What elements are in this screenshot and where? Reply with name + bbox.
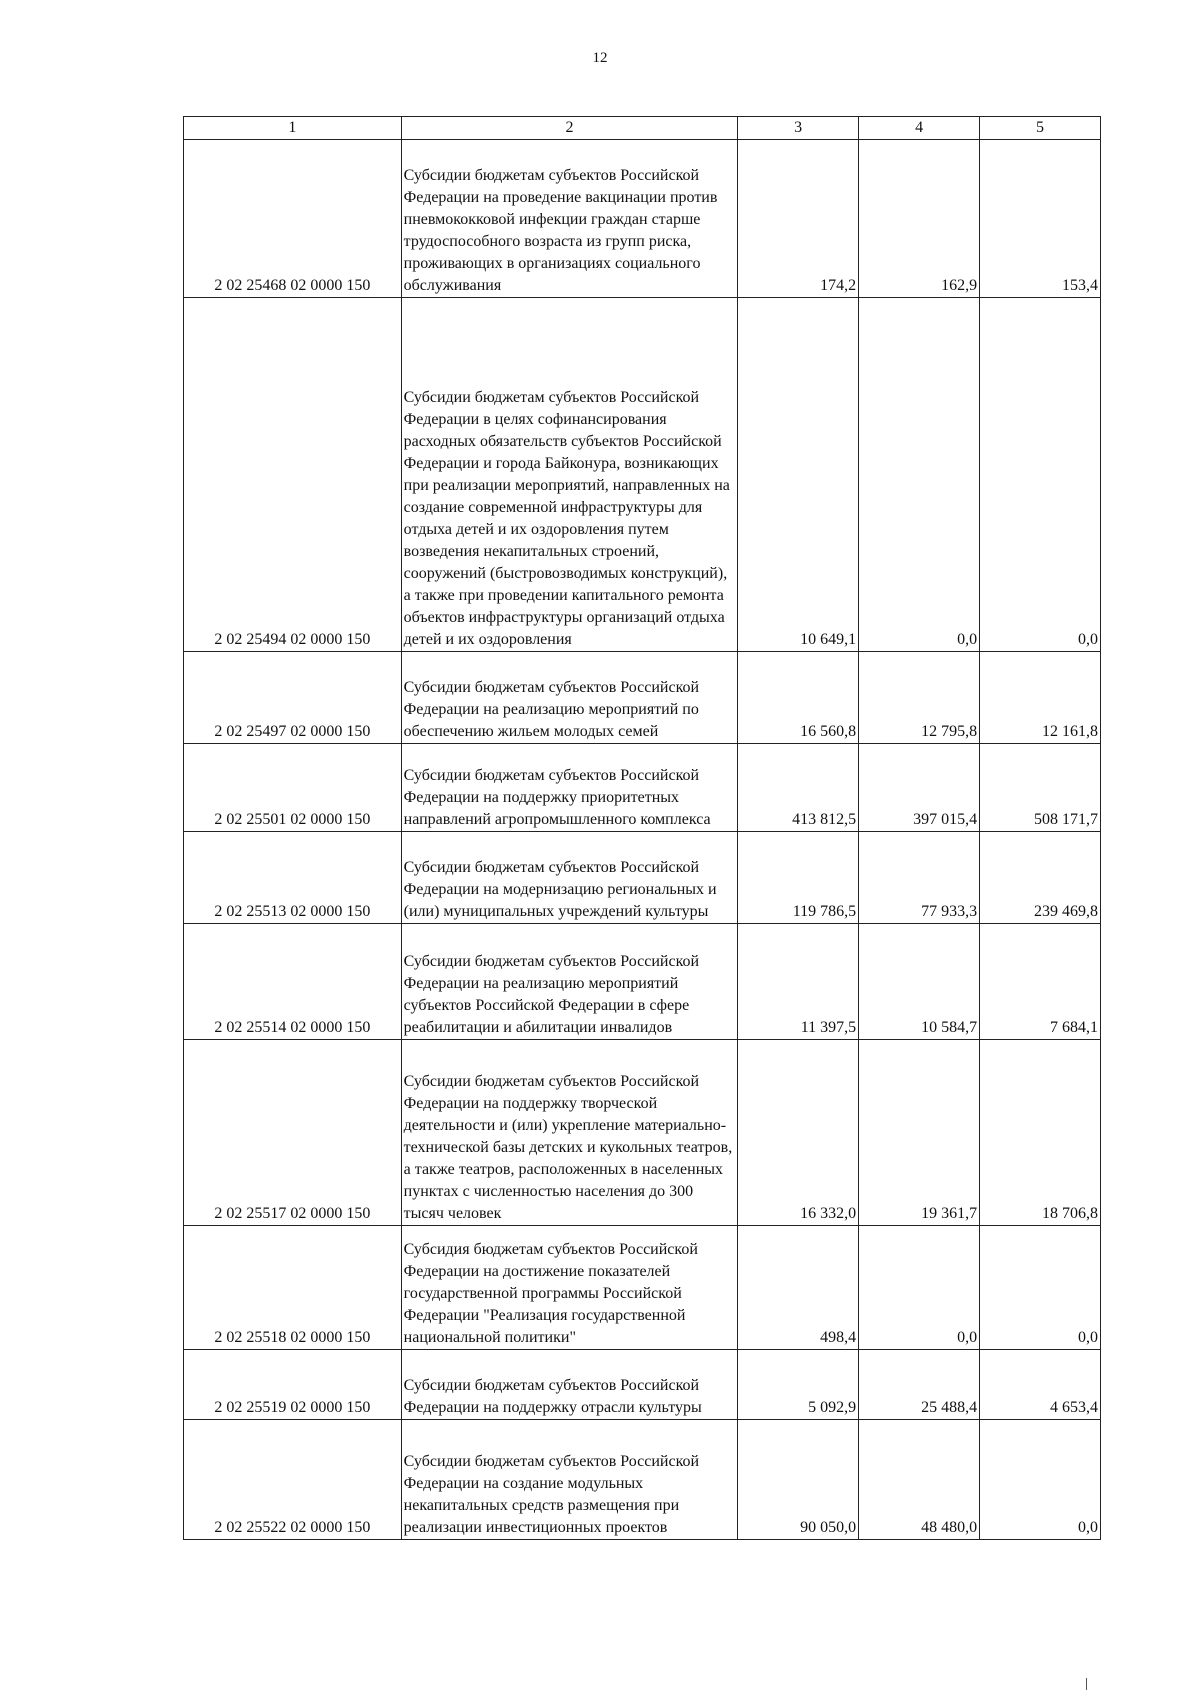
description xyxy=(401,744,738,832)
value-col4: 48 480,0 xyxy=(859,1420,980,1540)
description-text: Субсидии бюджетам субъектов Российской Федерации на реализацию мероприятий по обеспечению жильем молодых семей xyxy=(403,679,700,740)
description-text: Субсидии бюджетам субъектов Российской Федерации на поддержку приоритетных направлений агропромышленного комплекса xyxy=(403,767,711,828)
value-col5: 0,0 xyxy=(980,1226,1101,1350)
table-row xyxy=(184,1226,1101,1350)
value-col5: 0,0 xyxy=(980,1420,1101,1540)
description-text: Субсидии бюджетам субъектов Российской Федерации на поддержку отрасли культуры xyxy=(403,1377,702,1416)
budget-code: 2 02 25519 02 0000 150 xyxy=(184,1350,402,1420)
description-text: Субсидия бюджетам субъектов Российской Федерации на достижение показателей государственной программы Российской Федерации "Реализация государственной национальной политики" xyxy=(403,1241,698,1346)
description xyxy=(401,1040,738,1226)
value-col3: 16 332,0 xyxy=(738,1040,859,1226)
value-col4: 397 015,4 xyxy=(859,744,980,832)
table-row xyxy=(184,924,1101,1040)
value-col3: 11 397,5 xyxy=(738,924,859,1040)
value-col5: 508 171,7 xyxy=(980,744,1101,832)
description xyxy=(401,1420,738,1540)
budget-code: 2 02 25514 02 0000 150 xyxy=(184,924,402,1040)
value-col3: 413 812,5 xyxy=(738,744,859,832)
value-col4: 19 361,7 xyxy=(859,1040,980,1226)
budget-code: 2 02 25468 02 0000 150 xyxy=(184,140,402,298)
value-col4: 25 488,4 xyxy=(859,1350,980,1420)
budget-code: 2 02 25501 02 0000 150 xyxy=(184,744,402,832)
description-text: Субсидии бюджетам субъектов Российской Федерации на модернизацию региональных и (или) муниципальных учреждений культуры xyxy=(403,859,717,920)
value-col5: 239 469,8 xyxy=(980,832,1101,924)
value-col3: 5 092,9 xyxy=(738,1350,859,1420)
column-header: 5 xyxy=(980,117,1101,140)
budget-table xyxy=(183,116,1101,1540)
description xyxy=(401,1226,738,1350)
description xyxy=(401,298,738,652)
value-col5: 18 706,8 xyxy=(980,1040,1101,1226)
table-row xyxy=(184,832,1101,924)
description xyxy=(401,140,738,298)
page-number: 12 xyxy=(592,50,608,66)
table-row xyxy=(184,744,1101,832)
description-text: Субсидии бюджетам субъектов Российской Федерации на поддержку творческой деятельности и (или) укрепление материально-технической базы детских и кукольных театров, а также театров, расположенных в населенных пунктах с численностью населения до 300 тысяч человек xyxy=(403,1073,733,1222)
description xyxy=(401,652,738,744)
value-col4: 162,9 xyxy=(859,140,980,298)
table-row xyxy=(184,652,1101,744)
budget-code: 2 02 25513 02 0000 150 xyxy=(184,832,402,924)
budget-code: 2 02 25497 02 0000 150 xyxy=(184,652,402,744)
column-header: 3 xyxy=(738,117,859,140)
value-col4: 77 933,3 xyxy=(859,832,980,924)
description xyxy=(401,832,738,924)
table-row xyxy=(184,1350,1101,1420)
budget-code: 2 02 25517 02 0000 150 xyxy=(184,1040,402,1226)
value-col4: 12 795,8 xyxy=(859,652,980,744)
budget-code: 2 02 25494 02 0000 150 xyxy=(184,298,402,652)
value-col3: 10 649,1 xyxy=(738,298,859,652)
value-col3: 498,4 xyxy=(738,1226,859,1350)
scan-margin-mark xyxy=(1086,1678,1087,1690)
value-col5: 0,0 xyxy=(980,298,1101,652)
value-col3: 119 786,5 xyxy=(738,832,859,924)
header-row xyxy=(184,117,1101,140)
table-row xyxy=(184,1420,1101,1540)
budget-code: 2 02 25518 02 0000 150 xyxy=(184,1226,402,1350)
description-text: Субсидии бюджетам субъектов Российской Федерации на создание модульных некапитальных средств размещения при реализации инвестиционных проектов xyxy=(403,1453,700,1536)
value-col4: 0,0 xyxy=(859,1226,980,1350)
table-row xyxy=(184,1040,1101,1226)
value-col4: 0,0 xyxy=(859,298,980,652)
description xyxy=(401,924,738,1040)
value-col3: 16 560,8 xyxy=(738,652,859,744)
value-col5: 7 684,1 xyxy=(980,924,1101,1040)
value-col3: 174,2 xyxy=(738,140,859,298)
budget-code: 2 02 25522 02 0000 150 xyxy=(184,1420,402,1540)
column-header: 2 xyxy=(401,117,738,140)
description xyxy=(401,1350,738,1420)
description-text: Субсидии бюджетам субъектов Российской Федерации в целях софинансирования расходных обязательств субъектов Российской Федерации и города Байконура, возникающих при реализации мероприятий, направленных на создание современной инфраструктуры для отдыха детей и их оздоровления путем возведения некапитальных строений, сооружений (быстровозводимых конструкций), а также при проведении капитального ремонта объектов инфраструктуры организаций отдыха детей и их оздоровления xyxy=(403,389,730,648)
column-header: 4 xyxy=(859,117,980,140)
value-col5: 12 161,8 xyxy=(980,652,1101,744)
description-text: Субсидии бюджетам субъектов Российской Федерации на реализацию мероприятий субъектов Российской Федерации в сфере реабилитации и абилитации инвалидов xyxy=(403,953,700,1036)
value-col5: 4 653,4 xyxy=(980,1350,1101,1420)
table-row xyxy=(184,140,1101,298)
value-col5: 153,4 xyxy=(980,140,1101,298)
column-header: 1 xyxy=(184,117,402,140)
description-text: Субсидии бюджетам субъектов Российской Федерации на проведение вакцинации против пневмококковой инфекции граждан старше трудоспособного возраста из групп риска, проживающих в организациях социального обслуживания xyxy=(403,167,718,294)
table-row xyxy=(184,298,1101,652)
value-col3: 90 050,0 xyxy=(738,1420,859,1540)
value-col4: 10 584,7 xyxy=(859,924,980,1040)
